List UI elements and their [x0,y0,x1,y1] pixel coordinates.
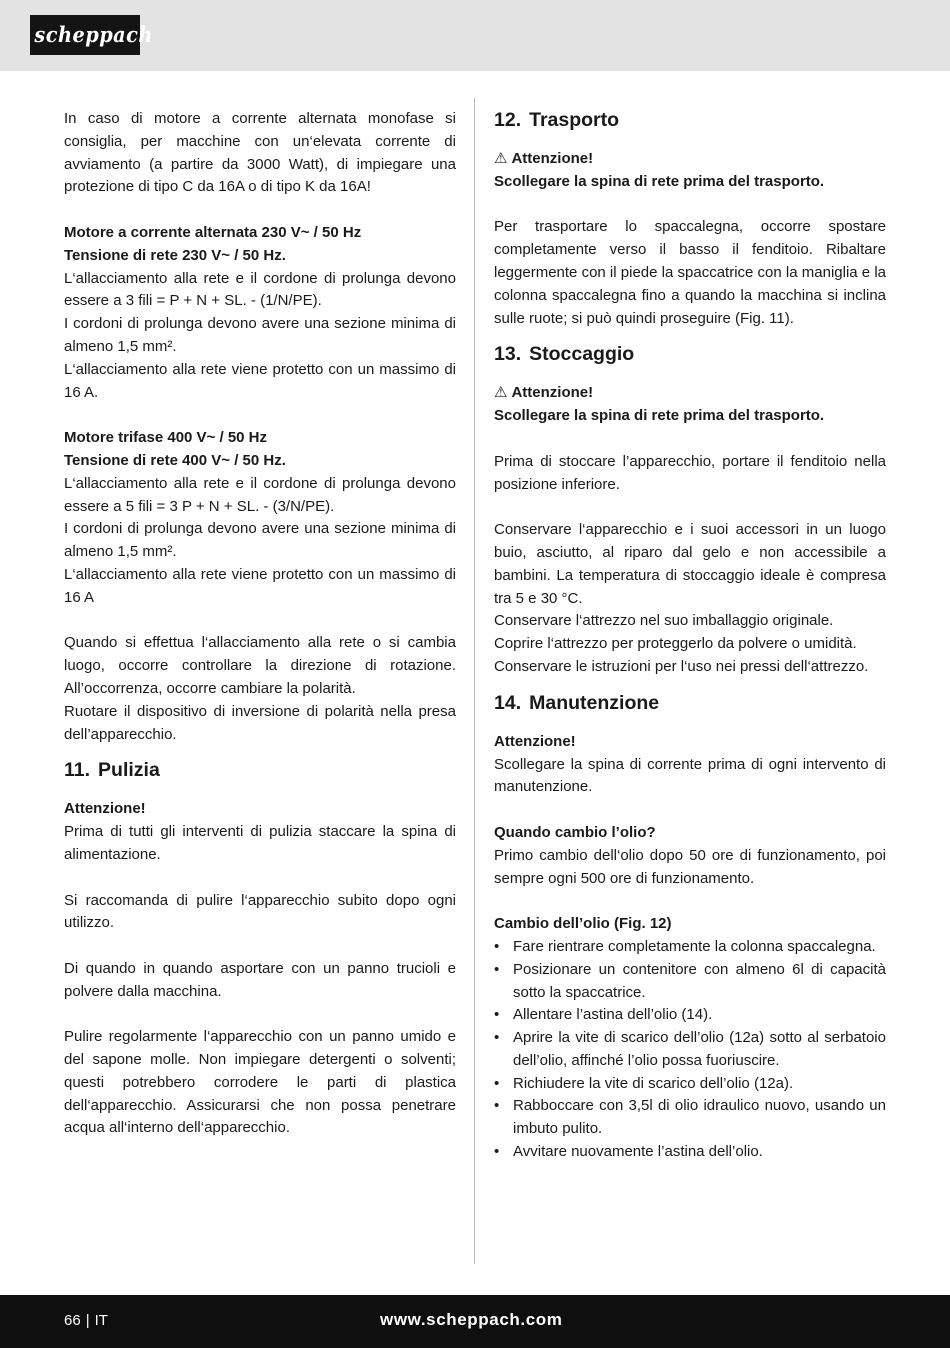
list-item: • Richiudere la vite di scarico dell’olio (12a). [494,1073,886,1096]
cleaning-text-2: Si raccomanda di pulire l‘apparecchio subito dopo ogni utilizzo. [64,891,456,932]
three-phase-text-2: I cordoni di prolunga devono avere una sezione minima di almeno 1,5 mm². [64,520,456,561]
warning-triangle-icon: ⚠ [494,384,508,402]
intro-paragraph: In caso di motore a corrente alternata monofase si consiglia, per macchine con un‘elevata corrente di avviamento (a partire da 3000 Watt), di impiegare una protezione di tipo C da 16A o di tipo K da 16A! [64,110,456,196]
page-info [64,1310,108,1332]
warning-triangle-icon: ⚠ [494,150,508,167]
three-phase-text-1: L‘allacciamento alla rete e il cordone di prolunga devono essere a 5 fili = 3 P + N + SL. - (3/N/PE). [64,474,456,515]
three-phase-text-3: L‘allacciamento alla rete viene protetto con un massimo di 16 A [64,565,456,606]
storage-text-1: Prima di stoccare l’apparecchio, portare il fenditoio nella posizione inferiore. [494,452,886,493]
brand-logo-text: scheppach [34,22,153,47]
cleaning-text-3: Di quando in quando asportare con un panno trucioli e polvere dalla macchina. [64,959,456,1000]
section-title: Trasporto [529,109,620,131]
column-divider [474,98,475,1264]
header-bar [0,0,950,71]
three-phase-title: Motore trifase 400 V~ / 50 Hz [64,429,267,447]
section-number: 14. [494,691,522,714]
section-title: Manutenzione [529,691,660,714]
oil-change-when-title: Quando cambio l’olio? [494,823,656,841]
list-item: • Rabboccare con 3,5l di olio idraulico nuovo, usando un imbuto pulito. [494,1095,886,1141]
single-phase-text-1: L‘allacciamento alla rete e il cordone di prolunga devono essere a 3 fili = P + N + SL. - (1/N/PE). [64,269,456,310]
list-item: • Fare rientrare completamente la colonna spaccalegna. [494,936,886,959]
transport-warning: Scollegare la spina di rete prima del trasporto. [494,172,825,190]
storage-attention-label: Attenzione! [511,384,594,402]
section-title: Stoccaggio [529,343,635,366]
storage-warning: Scollegare la spina di rete prima del trasporto. [494,407,825,425]
storage-text-3: Conservare l‘attrezzo nel suo imballaggio originale. [494,612,834,630]
page-separator: | [85,1312,90,1329]
right-column [494,108,886,1164]
single-phase-text-2: I cordoni di prolunga devono avere una sezione minima di almeno 1,5 mm². [64,315,456,355]
website-link[interactable]: www.scheppach.com [380,1310,563,1329]
rotation-text-1: Quando si effettua l‘allacciamento alla rete o si cambia luogo, occorre controllare la direzione di rotazione. All’occorrenza, occorre cambiare la polarità. [64,634,456,697]
page-number: 66 [64,1312,81,1329]
storage-attention [494,382,886,405]
maintenance-text: Scollegare la spina di corrente prima di ogni intervento di manutenzione. [494,755,886,796]
section-number: 12. [494,109,522,131]
list-item: • Aprire la vite di scarico dell’olio (12a) sotto al serbatoio dell’olio, affinché l’olio possa fuoriuscire. [494,1027,886,1073]
storage-text-4: Coprire l‘attrezzo per proteggerlo da polvere o umidità. [494,635,857,653]
section-heading-storage [494,342,886,366]
single-phase-voltage: Tensione di rete 230 V~ / 50 Hz. [64,246,286,264]
cleaning-text-1: Prima di tutti gli interventi di pulizia staccare la spina di alimentazione. [64,823,456,863]
maintenance-attention: Attenzione! [494,732,576,750]
oil-change-title: Cambio dell’olio (Fig. 12) [494,915,672,933]
oil-change-steps [494,936,886,1164]
transport-text: Per trasportare lo spaccalegna, occorre spostare completamente verso il basso il fenditoio. Ribaltare leggermente con il piede la spaccatrice con la maniglia e la colonna spaccalegna fino a quando la macchina si inclina sulle ruote; si può quindi proseguire (Fig. 11). [494,218,886,327]
section-number: 13. [494,343,522,366]
oil-change-when-text: Primo cambio dell‘olio dopo 50 ore di funzionamento, poi sempre ogni 500 ore di funzionamento. [494,846,886,887]
section-title: Pulizia [98,759,160,782]
section-heading-maintenance [494,691,886,715]
list-item: • Avvitare nuovamente l’astina dell’olio. [494,1141,886,1164]
rotation-text-2: Ruotare il dispositivo di inversione di polarità nella presa dell’apparecchio. [64,702,456,743]
single-phase-text-3: L‘allacciamento alla rete viene protetto con un massimo di 16 A. [64,360,456,401]
section-heading-cleaning [64,758,456,782]
transport-attention [494,148,886,171]
three-phase-voltage: Tensione di rete 400 V~ / 50 Hz. [64,451,286,469]
transport-attention-label: Attenzione! [511,150,594,167]
list-item: • Allentare l’astina dell’olio (14). [494,1004,886,1027]
footer-bar [0,1295,950,1348]
single-phase-title: Motore a corrente alternata 230 V~ / 50 Hz [64,223,362,241]
brand-logo [30,15,153,55]
language-code: IT [94,1312,108,1329]
section-heading-transport [494,108,886,132]
storage-text-2: Conservare l‘apparecchio e i suoi accessori in un luogo buio, asciutto, al riparo dal gelo e non accessibile a bambini. La temperatura di stoccaggio ideale è compresa tra 5 e 30 °C. [494,521,886,607]
storage-text-5: Conservare le istruzioni per l‘uso nei pressi dell‘attrezzo. [494,657,869,675]
list-item: • Posizionare un contenitore con almeno 6l di capacità sotto la spaccatrice. [494,959,886,1005]
cleaning-text-4: Pulire regolarmente l‘apparecchio con un panno umido e del sapone molle. Non impiegare detergenti o solventi; questi potrebbero corrodere le parti di plastica dell‘apparecchio. Assicurarsi che non possa penetrare acqua all‘interno dell‘apparecchio. [64,1028,456,1137]
cleaning-attention: Attenzione! [64,800,146,818]
left-column [64,108,456,1140]
section-number: 11. [64,759,91,782]
